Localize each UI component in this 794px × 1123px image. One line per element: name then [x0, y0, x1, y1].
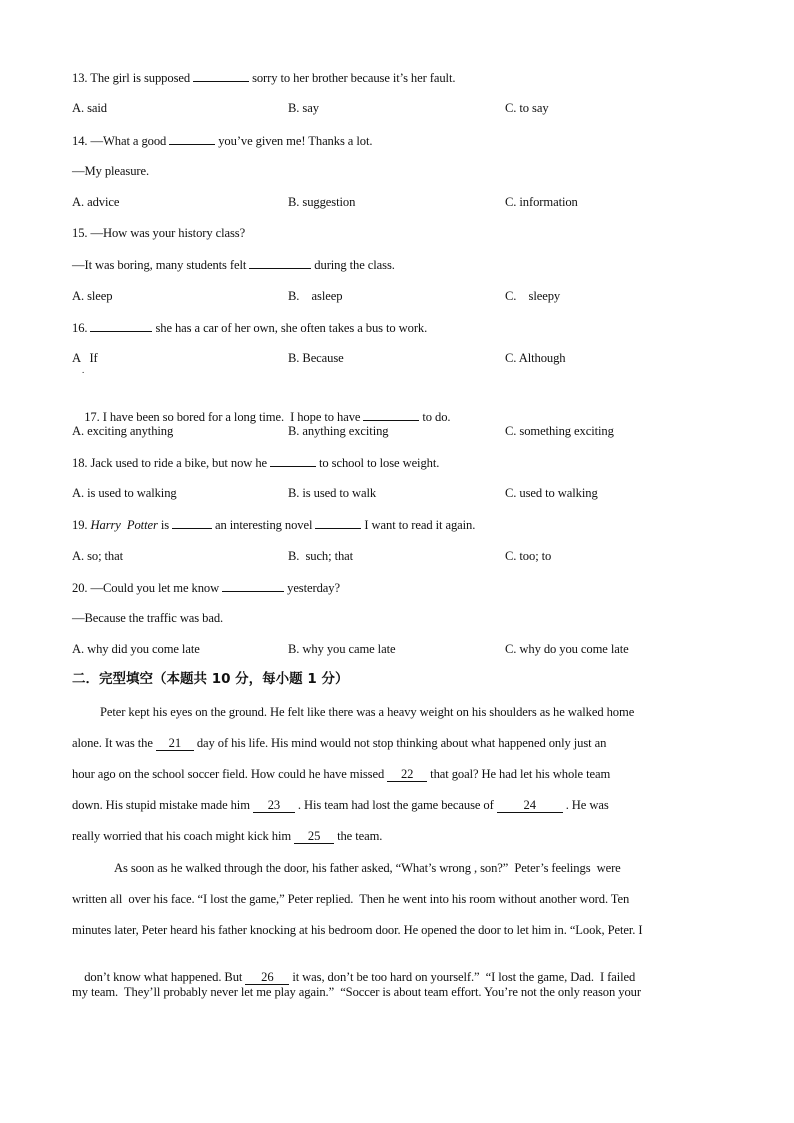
question-20-stem-end: yesterday?	[287, 581, 340, 595]
answer-blank	[169, 132, 215, 145]
question-18-stem: 18. Jack used to ride a bike, but now he	[72, 456, 268, 470]
question-20-reply: —Because the traffic was bad.	[72, 611, 224, 625]
question-19	[72, 516, 475, 533]
answer-blank	[193, 69, 249, 82]
option-c: C. information	[505, 195, 578, 209]
answer-blank	[172, 516, 212, 529]
question-15-line2	[72, 256, 395, 273]
question-20	[72, 579, 340, 596]
passage-line: As soon as he walked through the door, his father asked, “What’s wrong , son?” Peter’s feelings were	[114, 861, 621, 875]
question-19-number: 19.	[72, 518, 88, 532]
question-14	[72, 132, 372, 149]
question-13	[72, 69, 455, 86]
cloze-blank-21: 21	[156, 736, 194, 751]
passage-text: that goal? He had let his whole team	[430, 767, 611, 781]
option-c: C. to say	[505, 101, 549, 115]
passage-text: day of his life. His mind would not stop thinking about what happened only just an	[196, 736, 607, 750]
option-b: B. is used to walk	[288, 486, 377, 500]
option-a: A. is used to walking	[72, 486, 177, 500]
passage-line	[72, 828, 722, 844]
answer-blank	[270, 454, 316, 467]
question-15-stem: —It was boring, many students felt	[72, 258, 247, 272]
option-c: C. why do you come late	[505, 642, 629, 656]
question-17-stem: 17. I have been so bored for a long time. I hope to have	[84, 410, 361, 424]
passage-line: Peter kept his eyes on the ground. He felt like there was a heavy weight on his shoulders as he walked home	[100, 705, 635, 719]
option-b: B. say	[288, 101, 319, 115]
passage-text: the team.	[337, 829, 383, 843]
book-title: Harry Potter	[90, 518, 158, 532]
cloze-blank-26: 26	[245, 970, 289, 985]
section-heading: 二．完型填空（本题共 10 分，每小题 1 分）	[72, 671, 349, 687]
question-13-stem: 13. The girl is supposed	[72, 71, 191, 85]
passage-text: really worried that his coach might kick him	[72, 829, 292, 843]
option-a: A If	[72, 351, 98, 365]
passage-text: down. His stupid mistake made him	[72, 798, 250, 812]
question-15-line1: 15. —How was your history class?	[72, 226, 246, 240]
cloze-blank-24: 24	[497, 798, 563, 813]
option-c: C. something exciting	[505, 424, 614, 438]
question-14-stem: 14. —What a good	[72, 134, 167, 148]
question-14-stem-end: you’ve given me! Thanks a lot.	[218, 134, 373, 148]
answer-blank	[90, 319, 152, 332]
passage-line: my team. They’ll probably never let me play again.” “Soccer is about team effort. You’re not the only reason your	[72, 985, 641, 999]
question-15-stem-end: during the class.	[314, 258, 395, 272]
option-a: A. said	[72, 101, 107, 115]
option-c: C. used to walking	[505, 486, 598, 500]
option-a: A. why did you come late	[72, 642, 200, 656]
question-17-stem-end: to do.	[422, 410, 451, 424]
option-c: C. sleepy	[505, 289, 561, 303]
option-a: A. so; that	[72, 549, 124, 563]
option-b: B. anything exciting	[288, 424, 389, 438]
cloze-blank-22: 22	[387, 767, 427, 782]
cloze-blank-25: 25	[294, 829, 334, 844]
passage-line	[72, 735, 722, 751]
question-18-stem-end: to school to lose weight.	[319, 456, 440, 470]
question-13-stem-end: sorry to her brother because it’s her fault.	[252, 71, 456, 85]
question-19-stem-end: I want to read it again.	[364, 518, 476, 532]
option-b: B. why you came late	[288, 642, 396, 656]
question-16-number: 16.	[72, 321, 88, 335]
question-16	[72, 319, 427, 336]
passage-text: . His team had lost the game because of	[297, 798, 494, 812]
option-a: A. advice	[72, 195, 120, 209]
passage-line: minutes later, Peter heard his father knocking at his bedroom door. He opened the door to let him in. “Look, Peter. I	[72, 923, 643, 937]
passage-text: don’t know what happened. But	[84, 970, 243, 984]
passage-text: hour ago on the school soccer field. How could he have missed	[72, 767, 385, 781]
cloze-blank-23: 23	[253, 798, 295, 813]
option-b: B. suggestion	[288, 195, 356, 209]
passage-line	[72, 797, 722, 813]
question-19-mid: an interesting novel	[215, 518, 313, 532]
answer-blank	[222, 579, 284, 592]
option-b: B. Because	[288, 351, 344, 365]
passage-text: . He was	[565, 798, 609, 812]
option-c: C. too; to	[505, 549, 552, 563]
question-18	[72, 454, 439, 471]
option-b: B. asleep	[288, 289, 343, 303]
question-16-stem: she has a car of her own, she often takes a bus to work.	[155, 321, 428, 335]
option-a-dot: .	[82, 365, 85, 375]
passage-text: alone. It was the	[72, 736, 153, 750]
passage-text: it was, don’t be too hard on yourself.” “I lost the game, Dad. I failed	[292, 970, 636, 984]
passage-line	[72, 766, 722, 782]
question-20-stem: 20. —Could you let me know	[72, 581, 220, 595]
question-19-is: is	[160, 518, 170, 532]
passage-line: written all over his face. “I lost the game,” Peter replied. Then he went into his room without another word. Ten	[72, 892, 630, 906]
answer-blank	[315, 516, 361, 529]
option-c: C. Although	[505, 351, 566, 365]
answer-blank	[249, 256, 311, 269]
answer-blank	[363, 408, 419, 421]
option-a: A. exciting anything	[72, 424, 174, 438]
option-a: A. sleep	[72, 289, 113, 303]
option-b: B. such; that	[288, 549, 354, 563]
question-14-reply: —My pleasure.	[72, 164, 150, 178]
